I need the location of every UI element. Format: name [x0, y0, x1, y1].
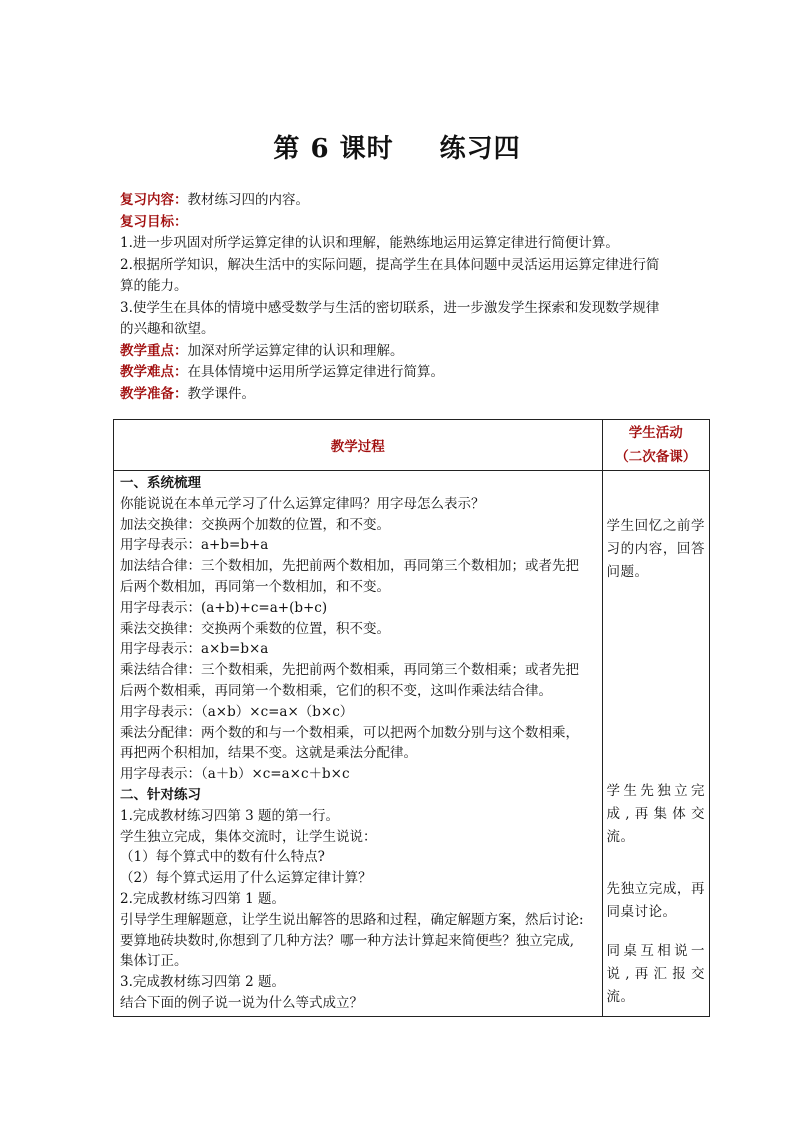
- process-line: 后两个数相加，再同第一个数相加，和不变。: [120, 578, 390, 595]
- goal-line: 算的能力。: [120, 278, 188, 294]
- review-content-line: [120, 190, 700, 212]
- teaching-process-cell: [114, 471, 603, 1017]
- side-note: 同桌互相说一说,再汇报交流。: [606, 943, 705, 1005]
- side-note: 先独立完成，再同桌讨论。: [606, 881, 705, 920]
- preparation-line: [120, 384, 700, 406]
- difficulty-line: [120, 362, 700, 384]
- table-header-row: [114, 420, 710, 471]
- teaching-table: [113, 419, 710, 1017]
- process-line: 用字母表示：a×b=b×a: [120, 641, 269, 658]
- key-point-text: 加深对所学运算定律的认识和理解。: [187, 342, 404, 359]
- goal-line: 2.根据所学知识，解决生活中的实际问题，提高学生在具体问题中灵活运用运算定律进行简: [120, 256, 660, 273]
- section-heading: 二、针对练习: [120, 786, 201, 803]
- process-line: 后两个数相乘，再同第一个数相乘，它们的积不变，这叫作乘法结合律。: [120, 682, 552, 699]
- process-line: 再把两个积相加，结果不变。这就是乘法分配律。: [120, 745, 417, 762]
- preparation-text: 教学课件。: [187, 385, 255, 402]
- page-title: [0, 128, 794, 165]
- key-point-line: [120, 341, 700, 363]
- review-goals-line: [120, 212, 700, 234]
- process-line: 2.完成教材练习四第 1 题。: [120, 890, 286, 907]
- side-note: 学生先独立完成,再集体交流。: [606, 783, 705, 845]
- process-line: 加法结合律：三个数相加，先把前两个数相加，再同第三个数相加；或者先把: [120, 558, 579, 575]
- lesson-meta: [120, 190, 700, 405]
- header-side-line-2: （二次备课）: [615, 449, 697, 465]
- key-point-label: 教学重点：: [120, 342, 188, 359]
- header-side-line-1: 学生活动: [628, 425, 683, 441]
- process-line: 1.完成教材练习四第 3 题的第一行。: [120, 807, 340, 824]
- process-line: 引导学生理解题意，让学生说出解答的思路和过程，确定解题方案，然后讨论:: [120, 911, 584, 928]
- lesson-name: 练习四: [439, 134, 521, 164]
- difficulty-text: 在具体情境中运用所学运算定律进行简算。: [187, 364, 444, 380]
- process-line: 用字母表示：（a＋b）×c=a×c＋b×c: [120, 766, 350, 783]
- process-line: 乘法结合律：三个数相乘，先把前两个数相乘，再同第三个数相乘；或者先把: [120, 662, 579, 679]
- process-line: （1）每个算式中的数有什么特点?: [120, 849, 325, 866]
- process-line: 3.完成教材练习四第 2 题。: [120, 974, 286, 991]
- process-line: 乘法交换律：交换两个乘数的位置，积不变。: [120, 620, 390, 637]
- process-line: 加法交换律：交换两个加数的位置，和不变。: [120, 516, 390, 533]
- process-line: 学生独立完成，集体交流时，让学生说说：: [120, 828, 377, 845]
- process-line: 要算地砖块数时,你想到了几种方法？哪一种方法计算起来简便些？独立完成,: [120, 932, 575, 949]
- table-body-row: [114, 471, 710, 1017]
- review-content-label: 复习内容：: [120, 192, 188, 208]
- process-line: 你能说说在本单元学习了什么运算定律吗？用字母怎么表示？: [120, 495, 485, 512]
- header-student-activity: [602, 420, 709, 471]
- student-activity-cell: [602, 471, 709, 1017]
- preparation-label: 教学准备：: [120, 385, 188, 402]
- process-line: 用字母表示：（a×b）×c=a×（b×c）: [120, 703, 354, 720]
- side-note: 学生回忆之前学习的内容，回答问题。: [606, 518, 705, 580]
- header-teaching-process: 教学过程: [114, 420, 603, 471]
- process-line: 用字母表示：a+b=b+a: [120, 537, 269, 554]
- lesson-number: 第 6 课时: [273, 134, 394, 164]
- review-content-text: 教材练习四的内容。: [187, 192, 309, 208]
- process-line: 用字母表示：(a+b)+c=a+(b+c): [120, 599, 328, 616]
- process-line: 结合下面的例子说一说为什么等式成立？: [120, 994, 363, 1011]
- review-goals-label: 复习目标：: [120, 213, 188, 230]
- goal-line: 3.使学生在具体的情境中感受数学与生活的密切联系，进一步激发学生探索和发现数学规律: [120, 299, 660, 316]
- process-line: 乘法分配律：两个数的和与一个数相乘，可以把两个加数分别与这个数相乘，: [120, 724, 579, 741]
- process-line: （2）每个算式运用了什么运算定律计算？: [120, 870, 372, 887]
- section-heading: 一、系统梳理: [120, 475, 201, 491]
- goal-line: 的兴趣和欲望。: [120, 321, 215, 337]
- goal-line: 1.进一步巩固对所学运算定律的认识和理解，能熟练地运用运算定律进行简便计算。: [120, 235, 619, 251]
- difficulty-label: 教学难点：: [120, 364, 188, 380]
- process-line: 集体订正。: [120, 953, 188, 970]
